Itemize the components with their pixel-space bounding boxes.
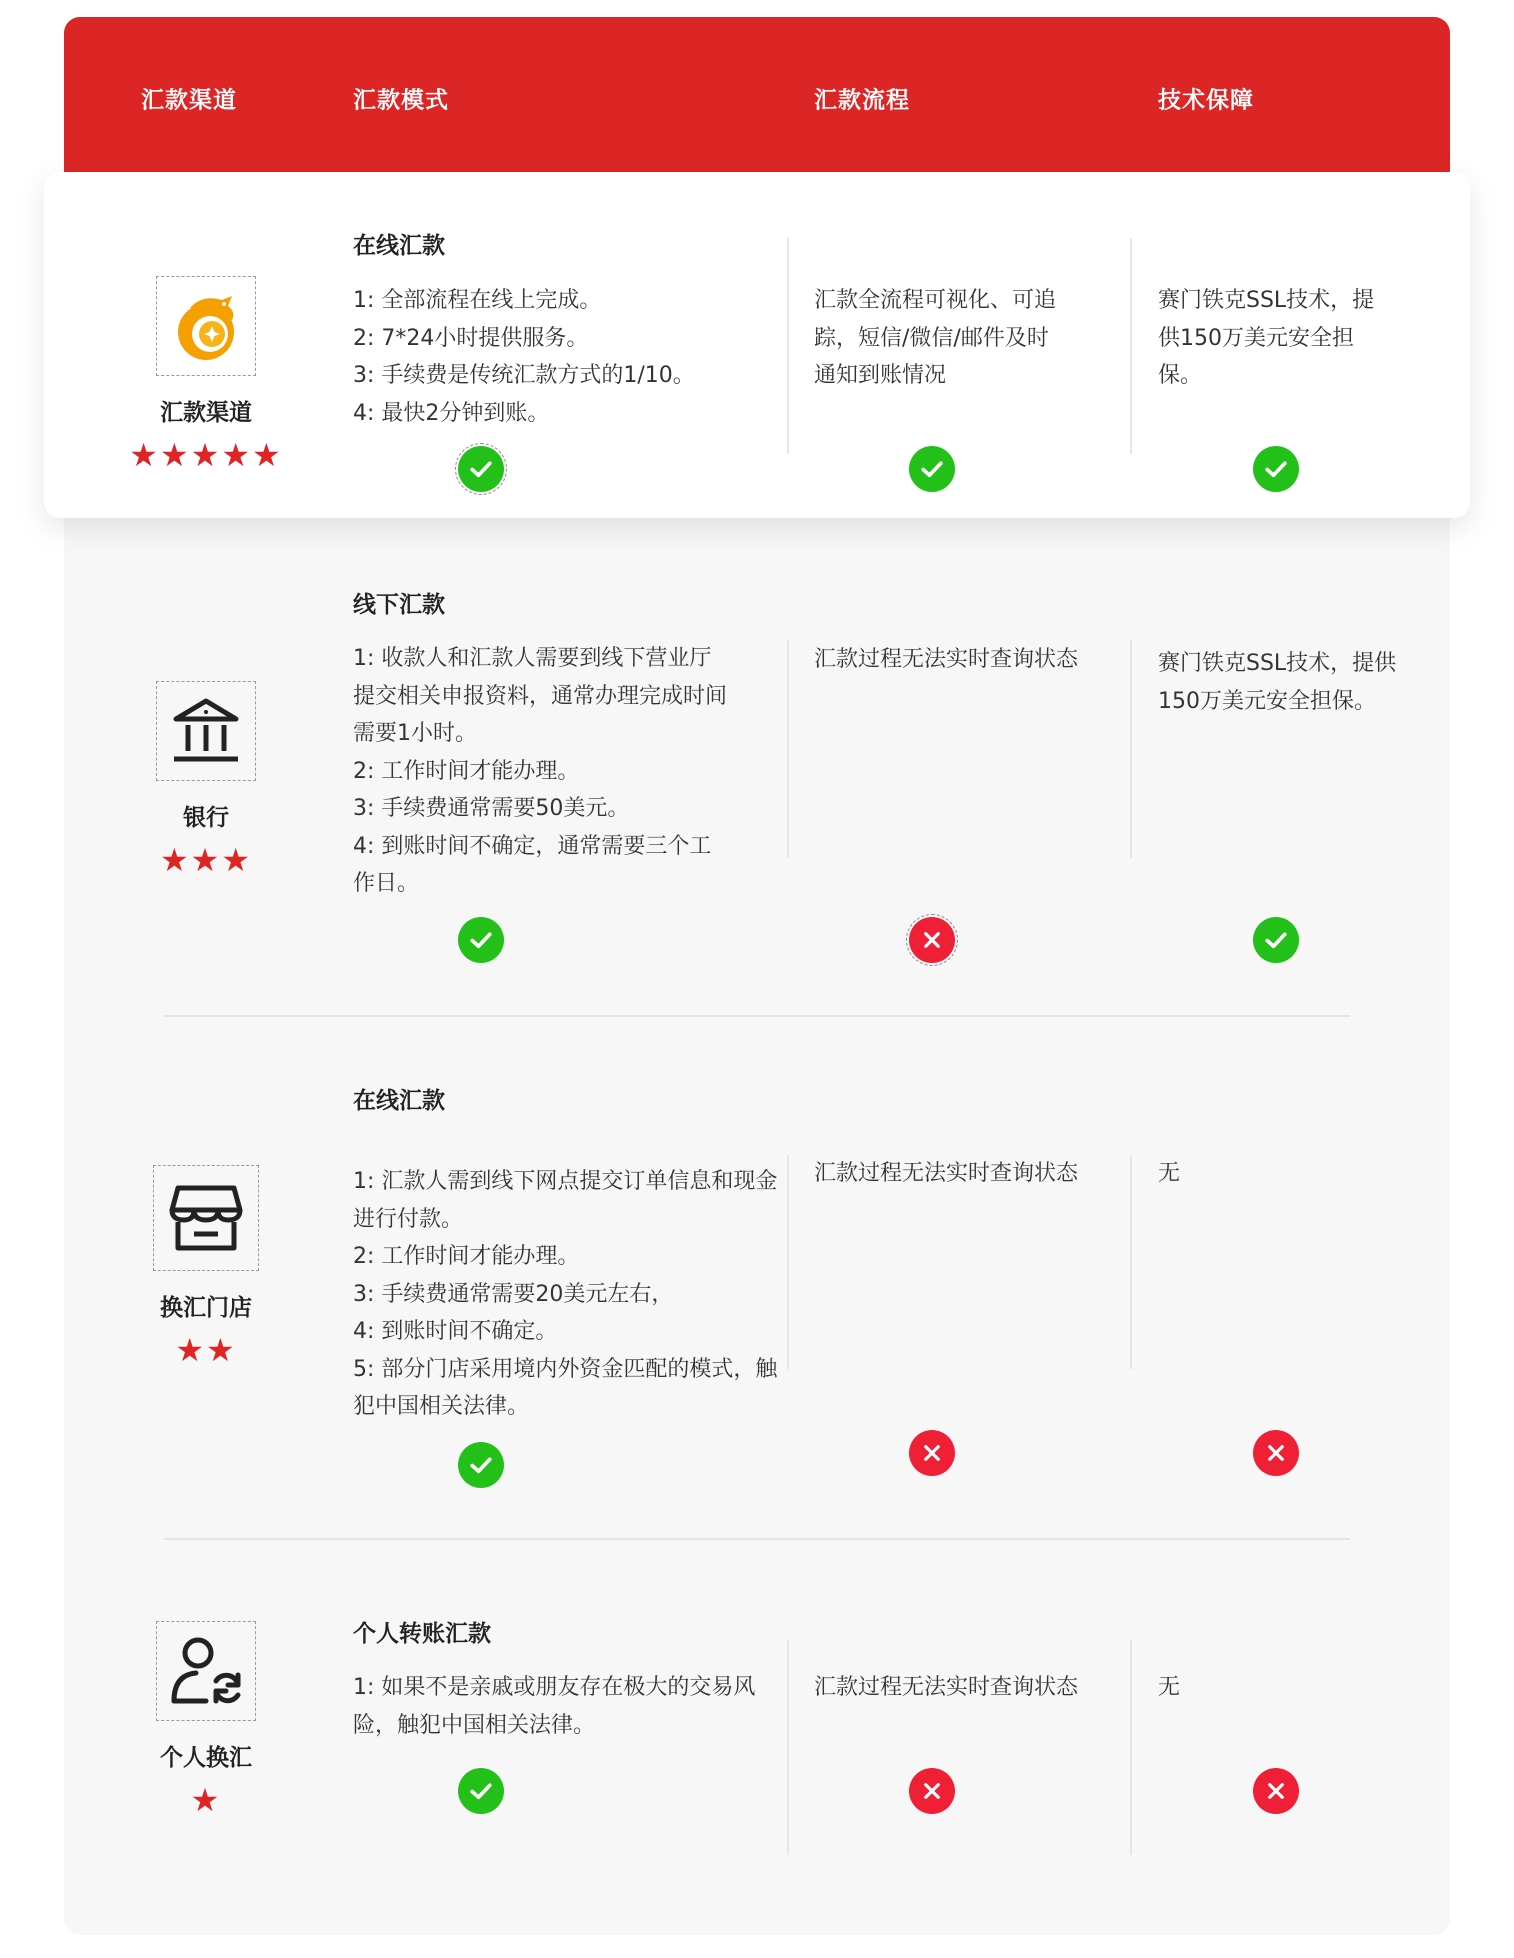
row-1-channel: [96, 276, 316, 473]
list-item: 2: 工作时间才能办理。: [353, 758, 580, 784]
row-4-flow-text: 汇款过程无法实时查询状态: [814, 1675, 1079, 1700]
cross-icon: [1253, 1768, 1299, 1814]
row-1-flow-text: 汇款全流程可视化、可追踪，短信/微信/邮件及时通知到账情况: [814, 288, 1057, 388]
star-rating: ★★★: [159, 841, 253, 879]
column-divider: [1130, 640, 1132, 858]
column-divider: [1130, 1155, 1132, 1369]
column-divider: [787, 1155, 789, 1369]
check-icon: [458, 1768, 504, 1814]
list-item: 3: 手续费通常需要20美元左右，: [353, 1281, 674, 1307]
person-exchange-icon: [156, 1621, 256, 1721]
row-1-mode-list: [353, 282, 773, 432]
channel-name: 个人换汇: [160, 1745, 252, 1771]
row-3-mode-list: [353, 1163, 785, 1426]
row-2-mode-title: 线下汇款: [353, 592, 445, 618]
row-2-mode-list: [353, 640, 728, 903]
row-divider: [164, 1015, 1350, 1017]
header-flow: 汇款流程: [814, 87, 910, 114]
check-icon: [909, 446, 955, 492]
column-divider: [1130, 238, 1132, 454]
row-1-security-text: 赛门铁克SSL技术，提供150万美元安全担保。: [1158, 288, 1375, 388]
check-icon: [1253, 917, 1299, 963]
list-item: 4: 到账时间不确定。: [353, 1319, 558, 1344]
column-divider: [1130, 1640, 1132, 1855]
list-item: 2: 7*24小时提供服务。: [353, 325, 589, 351]
star-rating: ★: [190, 1781, 222, 1819]
row-2-security-text: 赛门铁克SSL技术，提供150万美元安全担保。: [1158, 651, 1397, 714]
list-item: 1: 汇款人需到线下网点提交订单信息和现金进行付款。: [353, 1169, 778, 1232]
cross-icon: [1253, 1430, 1299, 1476]
header-security: 技术保障: [1158, 87, 1254, 114]
list-item: 1: 收款人和汇款人需要到线下营业厅提交相关申报资料，通常办理完成时间需要1小时。: [353, 646, 728, 746]
list-item: 4: 最快2分钟到账。: [353, 400, 550, 426]
dragon-coin-logo-icon: [156, 276, 256, 376]
bank-icon: [156, 681, 256, 781]
column-divider: [787, 238, 789, 454]
row-2-channel: [96, 681, 316, 878]
list-item: 4: 到账时间不确定，通常需要三个工作日。: [353, 833, 712, 896]
cross-icon: [909, 1430, 955, 1476]
row-3-mode-title: 在线汇款: [353, 1088, 445, 1114]
channel-name: 换汇门店: [160, 1295, 252, 1321]
check-icon: [458, 917, 504, 963]
header-channel: 汇款渠道: [141, 87, 237, 114]
cross-icon: [909, 1768, 955, 1814]
row-4-security-text: 无: [1158, 1675, 1181, 1700]
row-4-mode-list: [353, 1669, 773, 1744]
row-3-security-text: 无: [1158, 1161, 1181, 1186]
channel-name: 汇款渠道: [160, 400, 252, 426]
star-rating: ★★★★★: [129, 436, 283, 474]
list-item: 1: 如果不是亲戚或朋友存在极大的交易风险，触犯中国相关法律。: [353, 1675, 756, 1738]
check-icon: [458, 1442, 504, 1488]
row-divider: [164, 1538, 1350, 1540]
store-icon: [153, 1165, 259, 1271]
list-item: 1: 全部流程在线上完成。: [353, 288, 602, 313]
row-4-mode-title: 个人转账汇款: [353, 1621, 491, 1647]
star-rating: ★★: [175, 1331, 237, 1369]
row-4-channel: [96, 1621, 316, 1818]
check-icon: [1253, 446, 1299, 492]
column-divider: [787, 640, 789, 858]
row-2-flow-text: 汇款过程无法实时查询状态: [814, 647, 1079, 672]
list-item: 3: 手续费是传统汇款方式的1/10。: [353, 363, 695, 388]
row-3-channel: [96, 1165, 316, 1368]
list-item: 3: 手续费通常需要50美元。: [353, 796, 630, 821]
cross-icon: [909, 917, 955, 963]
header-mode: 汇款模式: [353, 87, 449, 114]
list-item: 2: 工作时间才能办理。: [353, 1244, 580, 1269]
check-icon: [458, 446, 504, 492]
row-1-mode-title: 在线汇款: [353, 233, 445, 259]
list-item: 5: 部分门店采用境内外资金匹配的模式，触犯中国相关法律。: [353, 1356, 778, 1419]
channel-name: 银行: [183, 805, 229, 831]
row-3-flow-text: 汇款过程无法实时查询状态: [814, 1161, 1079, 1186]
column-divider: [787, 1640, 789, 1855]
